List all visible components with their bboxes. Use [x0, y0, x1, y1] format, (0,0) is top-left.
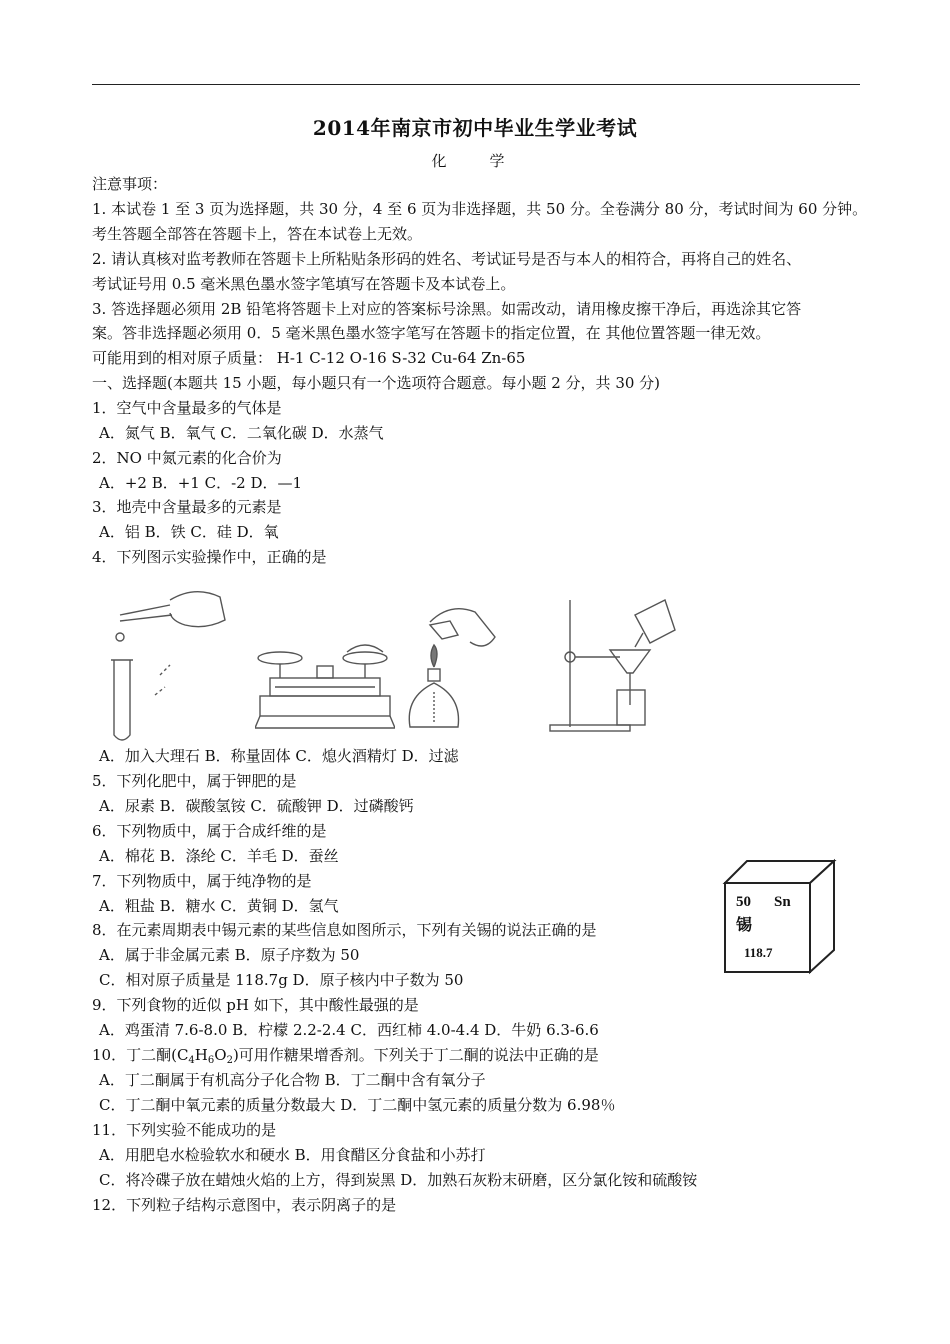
- q10-h: H: [194, 1046, 208, 1064]
- notice-1b: 考生答题全部答在答题卡上，答在本试卷上无效。: [92, 225, 423, 243]
- notice-3a: 3. 答选择题必须用 2B 铅笔将答题卡上对应的答案标号涂黑。如需改动，请用橡皮擦干净后，再选涂其它答: [92, 300, 802, 318]
- experiment-figures: [100, 575, 720, 745]
- question-5-options: A．尿素 B．碳酸氢铵 C．硫酸钾 D．过磷酸钙: [99, 797, 414, 815]
- question-12: 12．下列粒子结构示意图中，表示阴离子的是: [92, 1196, 397, 1214]
- question-6: 6．下列物质中，属于合成纤维的是: [92, 822, 327, 840]
- question-8: 8．在元素周期表中锡元素的某些信息如图所示，下列有关锡的说法正确的是: [92, 921, 597, 939]
- q10-pre: 10．丁二酮(C: [92, 1046, 189, 1064]
- notice-3b: 案。答非选择题必须用 0．5 毫米黑色墨水签字笔写在答题卡的指定位置，在 其他位置答题一律无效。: [92, 324, 771, 342]
- figure-add-marble: [100, 575, 230, 745]
- element-symbol: Sn: [774, 894, 791, 910]
- question-1: 1．空气中含量最多的气体是: [92, 399, 282, 417]
- question-1-options: A．氮气 B．氧气 C．二氧化碳 D．水蒸气: [99, 424, 384, 442]
- element-mass: 118.7: [744, 945, 773, 960]
- question-10-options-2: C．丁二酮中氧元素的质量分数最大 D．丁二酮中氢元素的质量分数为 6.98％: [99, 1096, 616, 1114]
- question-3: 3．地壳中含量最多的元素是: [92, 498, 282, 516]
- question-6-options: A．棉花 B．涤纶 C．羊毛 D．蚕丝: [99, 847, 339, 865]
- subject-name: 化 学: [431, 152, 519, 170]
- question-10: [92, 1045, 599, 1071]
- element-number: 50: [736, 894, 751, 910]
- q10-sub-h: 6: [207, 1055, 215, 1066]
- notice-heading: 注意事项：: [92, 175, 168, 193]
- notice-2a: 2. 请认真核对监考教师在答题卡上所粘贴条形码的姓名、考试证号是否与本人的相符合，再将自己的姓名、: [92, 250, 802, 268]
- question-2: 2．NO 中氮元素的化合价为: [92, 449, 282, 467]
- question-8-options-2: C．相对原子质量是 118.7g D．原子核内中子数为 50: [99, 971, 464, 989]
- q10-post: )可用作糖果增香剂。下列关于丁二酮的说法中正确的是: [232, 1046, 599, 1064]
- question-9-options: A．鸡蛋清 7.6-8.0 B．柠檬 2.2-2.4 C．西红柿 4.0-4.4 D．牛奶 6.3-6.6: [99, 1021, 599, 1039]
- question-4-options: A．加入大理石 B．称量固体 C．熄火酒精灯 D．过滤: [99, 747, 459, 765]
- figure-filtration: [535, 595, 685, 735]
- top-rule: [92, 84, 860, 85]
- question-11-options-2: C．将冷碟子放在蜡烛火焰的上方，得到炭黑 D．加熟石灰粉末研磨，区分氯化铵和硫酸铵: [99, 1171, 698, 1189]
- q10-sub-o: 2: [226, 1055, 233, 1066]
- notice-1a: 1. 本试卷 1 至 3 页为选择题，共 30 分，4 至 6 页为非选择题，共 50 分。全卷满分 80 分，考试时间为 60 分钟。: [92, 200, 868, 218]
- question-4: 4．下列图示实验操作中，正确的是: [92, 548, 327, 566]
- question-7: 7．下列物质中，属于纯净物的是: [92, 872, 312, 890]
- periodic-table-cell-tin: [722, 858, 840, 976]
- question-11: 11．下列实验不能成功的是: [92, 1121, 277, 1139]
- question-3-options: A．铝 B．铁 C．硅 D．氧: [99, 523, 279, 541]
- question-9: 9．下列食物的近似 pH 如下，其中酸性最强的是: [92, 996, 419, 1014]
- question-8-options-1: A．属于非金属元素 B．原子序数为 50: [99, 946, 360, 964]
- question-11-options-1: A．用肥皂水检验软水和硬水 B．用食醋区分食盐和小苏打: [99, 1146, 486, 1164]
- q10-sub-c: 4: [188, 1055, 195, 1066]
- question-7-options: A．粗盐 B．糖水 C．黄铜 D．氢气: [99, 897, 339, 915]
- atomic-mass-line: 可能用到的相对原子质量： H-1 C-12 O-16 S-32 Cu-64 Zn-65: [92, 349, 526, 367]
- exam-title: 2014年南京市初中毕业生学业考试: [312, 116, 638, 140]
- question-10-options-1: A．丁二酮属于有机高分子化合物 B．丁二酮中含有氧分子: [99, 1071, 486, 1089]
- notice-2b: 考试证号用 0.5 毫米黑色墨水签字笔填写在答题卡及本试卷上。: [92, 275, 516, 293]
- figure-alcohol-lamp: [400, 597, 510, 737]
- figure-balance: [255, 630, 395, 735]
- question-2-options: A．+2 B．+1 C．-2 D．—1: [99, 474, 303, 492]
- q10-o: O: [214, 1046, 227, 1064]
- question-5: 5．下列化肥中，属于钾肥的是: [92, 772, 297, 790]
- element-name: 锡: [736, 915, 753, 934]
- section-1-heading: 一、选择题(本题共 15 小题，每小题只有一个选项符合题意。每小题 2 分，共 30 分): [92, 374, 661, 392]
